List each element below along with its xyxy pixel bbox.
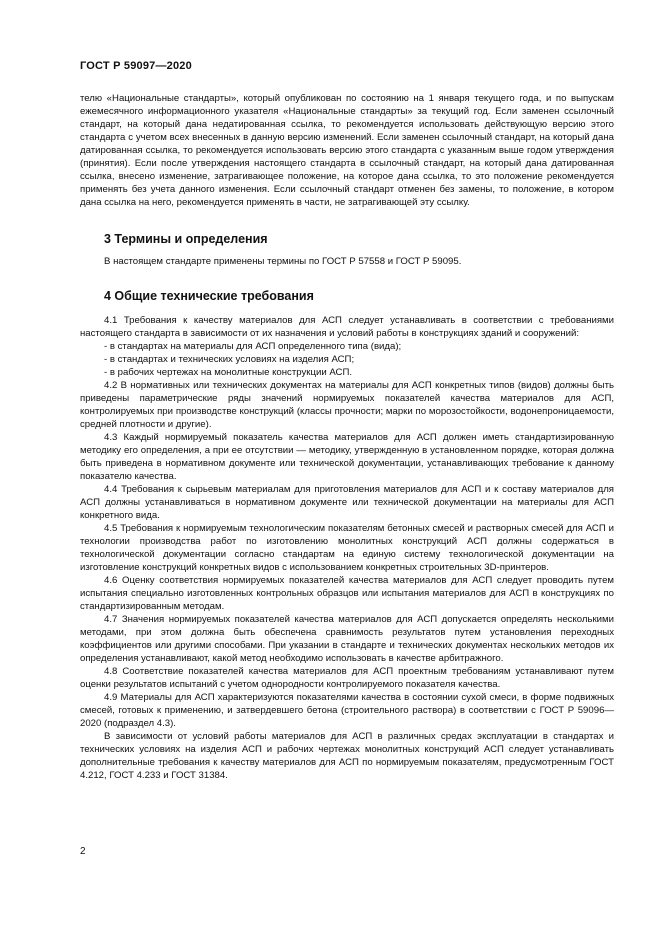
clause-4-4: 4.4 Требования к сырьевым материалам для приготовления материалов для АСП и к составу материалов для АСП должны устанавливаться в нормативном документе или технической документации на материалы для АСП конкретного вида. [80, 484, 614, 521]
clause-4-8: 4.8 Соответствие показателей качества материалов для АСП проектным требованиям устанавливают путем оценки результатов испытаний с учетом однородности контролируемого показателя качества. [80, 666, 614, 690]
list-item: - в стандартах на материалы для АСП определенного типа (вида); [104, 341, 402, 352]
list-item: - в рабочих чертежах на монолитные конструкции АСП. [104, 367, 353, 378]
intro-paragraph: телю «Национальные стандарты», который опубликован по состоянию на 1 января текущего года, и по выпускам ежемесячного информационного указателя «Национальные стандарты» за текущий год. Если заменен ссылочный стандарт, на который дана недатированная ссылка, то рекомендуется использовать действующую версию этого стандарта с учетом всех внесенных в данную версию изменений. Если заменен ссылочный стандарт, на который дана датированная ссылка, то рекомендуется использовать версию этого стандарта с указанным выше годом утверждения (принятия). Если после утверждения настоящего стандарта в ссылочный стандарт, на который дана датированная ссылка, внесено изменение, затрагивающее положение, на которое дана ссылка, то это положение рекомендуется применять без учета данного изменения. Если ссылочный стандарт отменен без замены, то положение, в котором дана ссылка на него, рекомендуется применять в части, не затрагивающей эту ссылку. [80, 93, 614, 208]
clause-4-5: 4.5 Требования к нормируемым технологическим показателям бетонных смесей и растворных смесей для АСП и технологии производства работ по изготовлению монолитных конструкций АСП должны содержаться в технологической документации согласно стандартам на единую систему технологической документации на изготовление конструкций конкретных видов с использованием конкретных строительных 3D-принтеров. [80, 523, 614, 573]
section-3-heading: 3 Термины и определения [104, 232, 268, 246]
clause-4-9: 4.9 Материалы для АСП характеризуются показателями качества в состоянии сухой смеси, в форме подвижных смесей, готовых к применению, и затвердевшего бетона (строительного раствора) в соответствии с ГОСТ Р 59096—2020 (подраздел 4.3). [80, 692, 614, 729]
document-header: ГОСТ Р 59097—2020 [80, 60, 192, 72]
clause-4-6: 4.6 Оценку соответствия нормируемых показателей качества материалов для АСП следует проводить путем испытания специально изготовленных контрольных образцов или испытания материалов для АСП в конструкциях по стандартизированным методам. [80, 575, 614, 612]
section-4-heading: 4 Общие технические требования [104, 289, 314, 303]
section-3-text: В настоящем стандарте применены термины по ГОСТ Р 57558 и ГОСТ Р 59095. [104, 256, 462, 267]
clause-4-1: 4.1 Требования к качеству материалов для АСП следует устанавливать в соответствии с требованиями настоящего стандарта в зависимости от их назначения и условий работы в конструкциях зданий и сооружений: [80, 315, 614, 339]
clause-4-7: 4.7 Значения нормируемых показателей качества материалов для АСП допускается определять несколькими методами, при этом должна быть обеспечена сравнимость результатов путем установления переходных коэффициентов или другими способами. При указании в стандарте и технических документах нескольких методов их определения устанавливают, какой метод необходимо использовать в качестве арбитражного. [80, 614, 614, 664]
page-number: 2 [80, 846, 86, 857]
clause-4-9-continuation: В зависимости от условий работы материалов для АСП в различных средах эксплуатации в стандартах и технических условиях на изделия АСП и рабочих чертежах монолитных конструкций АСП следует устанавливать дополнительные требования к качеству материалов для АСП по нормируемым показателям, предусмотренным ГОСТ 4.212, ГОСТ 4.233 и ГОСТ 31384. [80, 731, 614, 781]
document-body [80, 92, 614, 782]
list-item: - в стандартах и технических условиях на изделия АСП; [104, 354, 355, 365]
clause-4-3: 4.3 Каждый нормируемый показатель качества материалов для АСП должен иметь стандартизированную методику его определения, а при ее отсутствии — методику, утвержденную в установленном порядке, которая должна быть приведена в нормативном документе или технической документации, устанавливающих требование к данному показателю качества. [80, 432, 614, 482]
clause-4-2: 4.2 В нормативных или технических документах на материалы для АСП конкретных типов (видов) должны быть приведены параметрические ряды значений нормируемых показателей качества материалов для АСП, контролируемых при производстве конструкций (классы прочности; марки по морозостойкости, водонепроницаемости, средней плотности и другие). [80, 380, 614, 430]
